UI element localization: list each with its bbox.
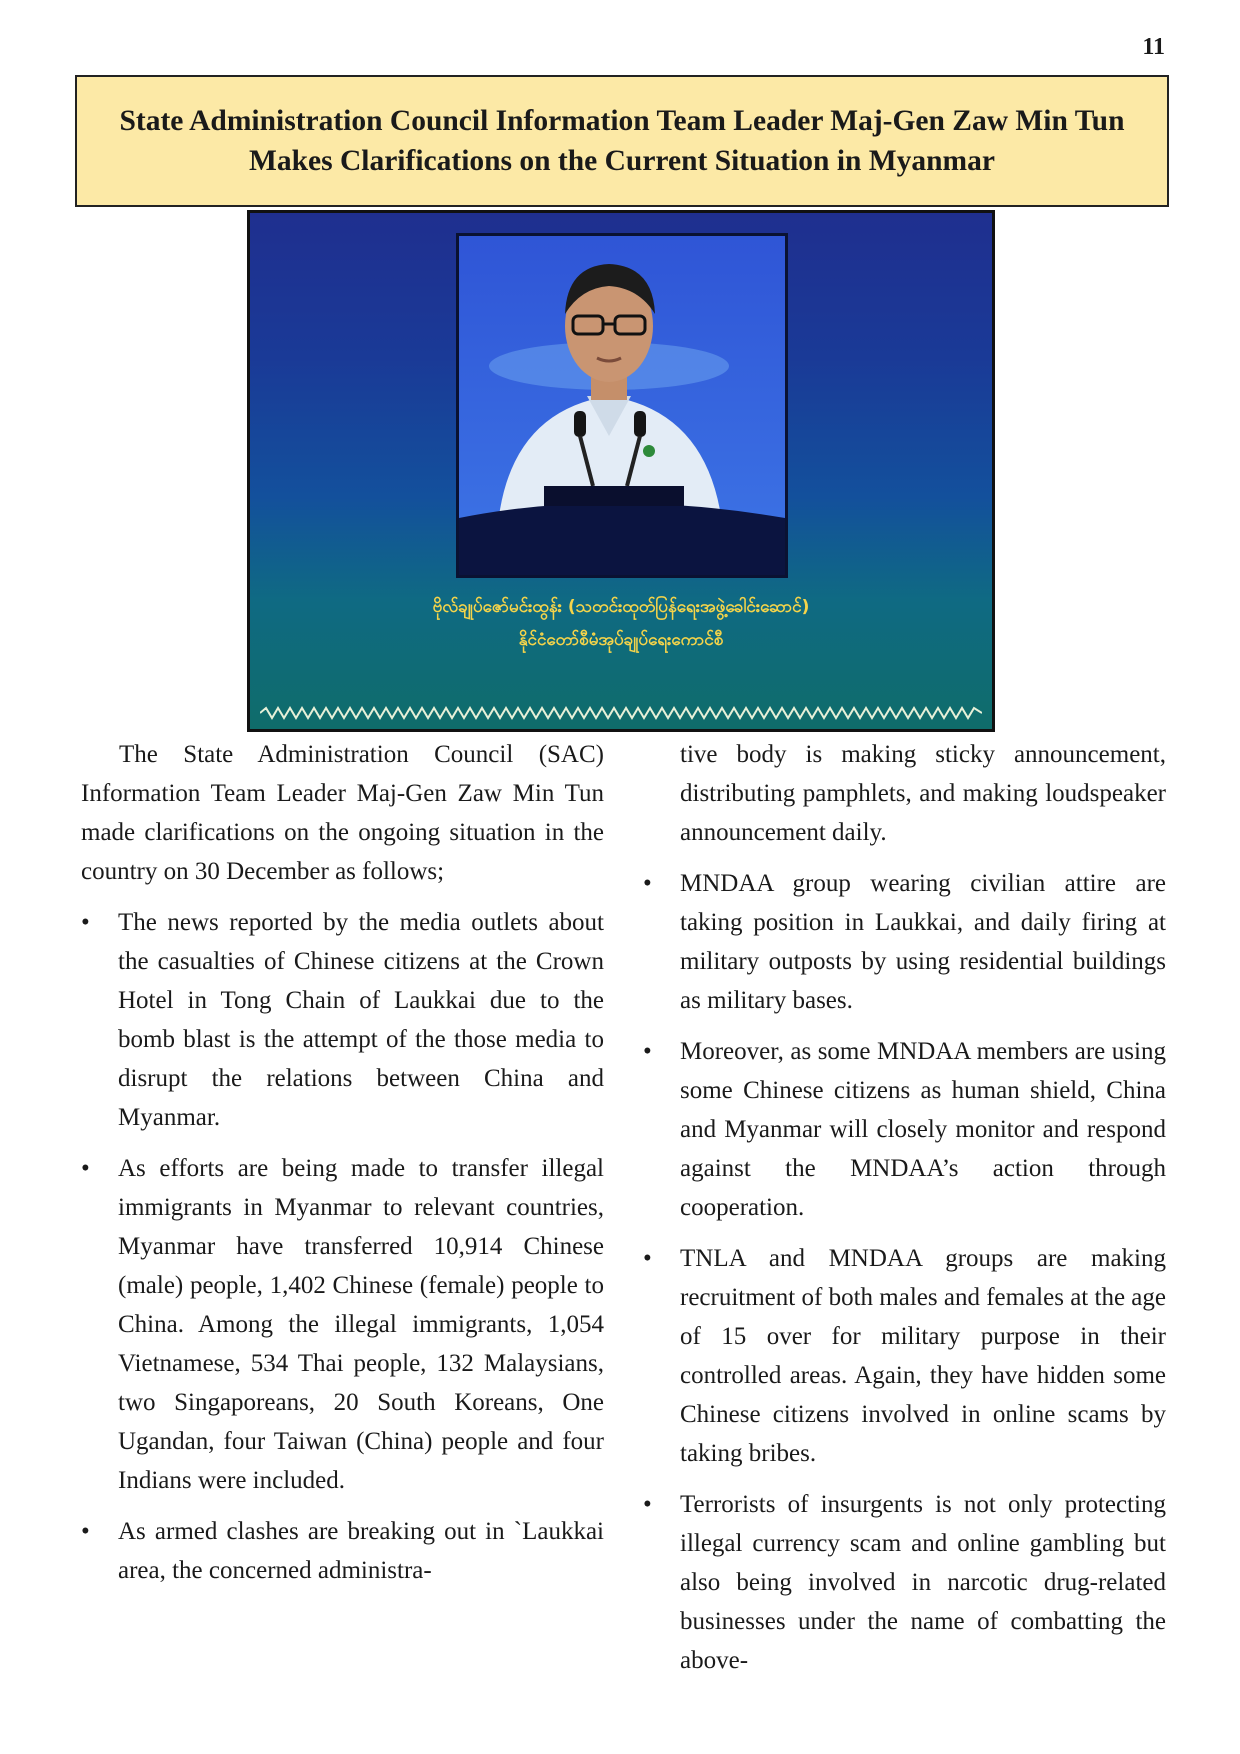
- speaker-video-frame: [456, 233, 788, 578]
- bullet-icon: •: [643, 1038, 652, 1065]
- photo-caption-line-2: နိုင်ငံတော်စီမံအုပ်ချုပ်ရေးကောင်စီ: [518, 630, 724, 650]
- list-item: [643, 864, 1166, 1020]
- decorative-wave-line: [260, 705, 982, 721]
- speaker-illustration: [459, 236, 785, 575]
- intro-paragraph: The State Administration Council (SAC) Information Team Leader Maj-Gen Zaw Min Tun made clarifications on the ongoing situation in the country on 30 December as follows;: [81, 741, 604, 885]
- speaker-photo: [247, 210, 995, 732]
- bullet-icon: •: [81, 1155, 90, 1182]
- bullet-icon: •: [81, 909, 90, 936]
- article-title-line-2: Makes Clarifications on the Current Situation in Myanmar: [249, 145, 995, 177]
- list-item: [643, 1485, 1166, 1680]
- list-item: [643, 1032, 1166, 1227]
- list-item-text: Terrorists of insurgents is not only protecting illegal currency scam and online gambling but also being involved in narcotic drug-related businesses under the name of combatting the above-: [680, 1491, 1166, 1674]
- list-item: [81, 1512, 604, 1590]
- left-text-column: [81, 735, 604, 1590]
- list-item-text: As efforts are being made to transfer illegal immigrants in Myanmar to relevant countries, Myanmar have transferred 10,914 Chinese (male) people, 1,402 Chinese (female) people to China. Among the illegal immigrants, 1,054 Vietnamese, 534 Thai people, 132 Malaysians, two Singaporeans, 20 South Koreans, One Ugandan, four Taiwan (China) people and four Indians were included.: [118, 1155, 604, 1494]
- right-bullet-list: [643, 864, 1166, 1680]
- bullet-icon: •: [643, 1491, 652, 1518]
- bullet-icon: •: [643, 1245, 652, 1272]
- list-item-text: The news reported by the media outlets about the casualties of Chinese citizens at the Crown Hotel in Tong Chain of Laukkai due to the bomb blast is the attempt of the those media to disrupt the relations between China and Myanmar.: [118, 909, 604, 1131]
- list-item-text: Moreover, as some MNDAA members are using some Chinese citizens as human shield, China and Myanmar will closely monitor and respond against the MNDAA’s action through cooperation.: [680, 1038, 1166, 1221]
- list-item-text: TNLA and MNDAA groups are making recruitment of both males and females at the age of 15 over for military purpose in their controlled areas. Again, they have hidden some Chinese citizens involved in online scams by taking bribes.: [680, 1245, 1166, 1467]
- page-number: 11: [1142, 34, 1165, 60]
- continued-paragraph: tive body is making sticky announcement, distributing pamphlets, and making loudspeaker announcement daily.: [680, 741, 1166, 846]
- right-text-column: [643, 735, 1166, 1680]
- article-title-line-1: State Administration Council Information Team Leader Maj-Gen Zaw Min Tun: [119, 105, 1125, 137]
- list-item-text: MNDAA group wearing civilian attire are taking position in Laukkai, and daily firing at military outposts by using residential buildings as military bases.: [680, 870, 1166, 1014]
- list-item: [81, 1149, 604, 1500]
- list-item: [643, 1239, 1166, 1473]
- photo-caption-line-1: ဗိုလ်ချုပ်ဇော်မင်းထွန်း (သတင်းထုတ်ပြန်ရေးအဖွဲ့ခေါင်းဆောင်): [432, 597, 810, 617]
- left-bullet-list: [81, 903, 604, 1590]
- bullet-icon: •: [643, 870, 652, 897]
- article-title-box: [75, 75, 1169, 207]
- list-item-text: As armed clashes are breaking out in `Laukkai area, the concerned administra-: [118, 1518, 604, 1584]
- bullet-icon: •: [81, 1518, 90, 1545]
- list-item: [81, 903, 604, 1137]
